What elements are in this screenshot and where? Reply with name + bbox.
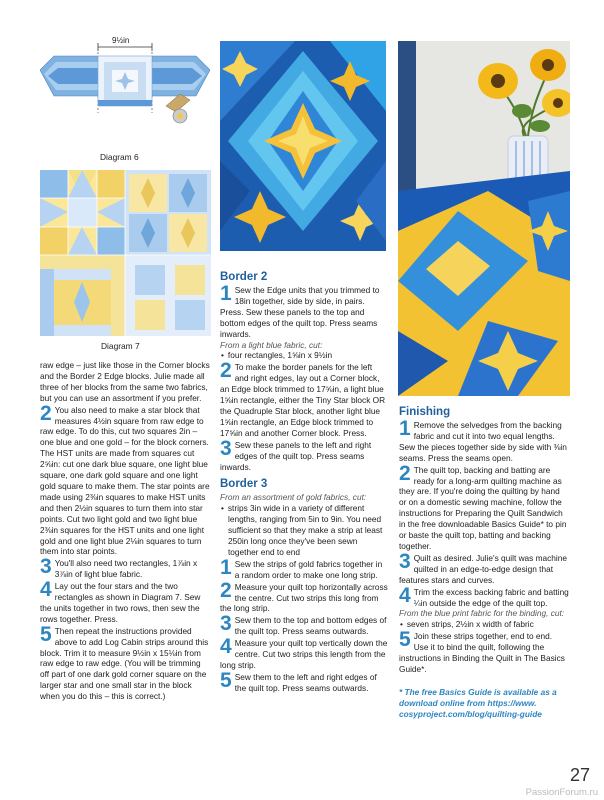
step-number: 1 [220,285,232,305]
diagram-6-caption: Diagram 6 [100,152,139,162]
finishing-step [399,420,569,464]
step-number: 4 [40,581,52,602]
diagram-7 [40,170,211,336]
col1-step [40,558,212,580]
border-2-lead: From a light blue fabric, cut: [220,339,323,350]
step-number: 4 [399,586,411,607]
basics-guide-link[interactable]: * The free Basics Guide is available as a download online from https://www. cosyproject.com/blog/quilting-guide [399,686,557,719]
step-text: Sew the Edge units that you trimmed to 18in together, side by side, in pairs. Press. Sew these panels to the top and bottom edges of the quilt top. Press seams inwards. [220,285,380,339]
quilt-table-illustration [398,41,570,396]
border-3-heading: Border 3 [220,478,268,491]
border-2-bullet: • four rectangles, 1⅝in x 9½in [220,350,388,361]
diagram-6-illustration [40,38,210,148]
col1-step [40,405,212,558]
finishing-heading: Finishing [399,406,451,418]
step-number: 2 [220,362,232,383]
border-3-bullet: • strips 3in wide in a variety of different lengths, ranging from 5in to 9in. You need sufficient so that they make a strip at least 250in long once they've been sewn together end to end [220,503,388,558]
finishing-step [399,465,569,552]
step-text: Sew these panels to the left and right edges of the quilt top. Press seams inwards. [220,439,372,472]
step-text: Join these strips together, end to end. Use it to bind the quilt, following the instructions in Binding the Quilt in The Basics Guide*. [399,631,565,674]
step-number: 5 [220,671,232,692]
step-number: 5 [399,631,411,652]
step-number: 2 [40,404,52,425]
step-number: 3 [40,558,52,579]
step-text: Lay out the four stars and the two rectangles as shown in Diagram 7. Sew the units together in two rows, then sew the rows together. Press. [40,581,201,624]
diagram-6 [40,38,210,148]
column-2-text [220,269,388,694]
step-text: Sew them to the top and bottom edges of the quilt top. Press seams outwards. [234,615,387,637]
diagram-6-dimension: 9½in [112,36,130,45]
step-number: 4 [220,638,232,659]
border3-step [220,615,388,637]
step-text: The quilt top, backing and batting are ready for a long-arm quilting machine as they are. If you're doing the quilting by hand or on a domestic sewing machine, follow the instructions for Preparing the Quilt Sandwich in the free downloadable Basics Guide* to pin or baste the quilt top, batting and backing together. [399,464,567,551]
step-number: 1 [399,420,411,440]
step-text: Measure your quilt top vertically down the centre. Cut two strips this length from the long strip. [220,638,388,670]
col1-step [40,626,212,702]
step-number: 2 [220,581,232,602]
border3-step [220,559,388,581]
step-number: 2 [399,464,411,485]
step-text: You'll also need two rectangles, 1⅞in x 3⅞in of light blue fabric. [54,558,198,580]
step-number: 3 [220,615,232,636]
border-2-heading: Border 2 [220,271,268,283]
step-text: Sew them to the left and right edges of the quilt top. Press seams outwards. [234,671,377,693]
quilt-closeup-illustration [220,41,386,251]
step-text: You also need to make a star block that measures 4½in square from raw edge to raw edge. To do this, cut two squares 2in – one blue and one gold – for the block corners. The HST units are made from squares cut 2⅝in: cut one dark blue square, one light blue square, one dark gold square and one light gold square to make them. The star points are made using 2⅜in squares to make HST units and then 2½in squares to turn them into star points. Cut two light gold and two light blue 2⅜in squares for the HST units and one light gold and one light blue 2⅛in squares to turn them into star points. [40,404,210,557]
binding-lead: From the blue print fabric for the binding, cut: [399,608,565,619]
step-text: Trim the excess backing fabric and batting ¼in outside the edge of the quilt top. [413,586,569,608]
border2-step [220,362,388,438]
diagram-7-illustration [40,170,211,336]
border3-step [220,582,388,615]
border3-step [220,638,388,671]
border2-step [220,440,388,473]
finishing-step [399,587,569,609]
step-text: Quilt as desired. Julie's quilt was machine quilted in an edge-to-edge design that features stars and curves. [399,552,567,585]
finishing-step [399,553,569,586]
step-number: 3 [399,552,411,573]
diagram-7-caption: Diagram 7 [101,341,140,351]
step-text: Measure your quilt top horizontally across the centre. Cut two strips this long from the long strip. [220,581,388,614]
border2-step [220,285,388,340]
step-number: 5 [40,625,52,646]
page-number: 27 [569,765,590,785]
column-3-text [399,404,569,720]
step-text: Sew the strips of gold fabrics together in a random order to make one long strip. [234,558,383,580]
finishing-step [399,631,569,675]
step-text: To make the border panels for the left and right edges, lay out a Corner block, an Edge block trimmed to 17⅝in, a light blue 1⅝in rectangle, either the Tiny Star block OR the Quadruple Star block, another light blue 1⅝in rectangle, an Edge block trimmed to 17⅝in and another Corner block. Press. [220,362,386,438]
step-number: 1 [220,558,232,579]
col1-step [40,581,212,625]
watermark: PassionForum.ru [525,787,598,798]
quilt-closeup-photo [220,41,386,251]
col1-intro: raw edge – just like those in the Corner blocks and the Border 2 Edge blocks. Julie made all three of her blocks from the same two fabrics, but you can use an assortment if you prefer. [40,360,210,403]
quilt-table-photo [398,41,570,396]
border3-step [220,672,388,694]
border-3-lead: From an assortment of gold fabrics, cut: [220,492,367,503]
step-number: 3 [220,439,232,460]
step-text: Remove the selvedges from the backing fabric and cut it into two equal lengths. Sew the pieces together side by side with ⅜in seams. Press the seams open. [399,420,567,463]
binding-bullet: • seven strips, 2½in x width of fabric [399,619,569,630]
step-text: Then repeat the instructions provided above to add Log Cabin strips around this block. Trim it to measure 9½in x 15⅛in from raw edge to raw edge. (You will be trimming off part of one dark gold corner square on the larger star and one small star in the block when you do this – this is correct.) [40,625,209,702]
column-1-text [40,360,212,702]
